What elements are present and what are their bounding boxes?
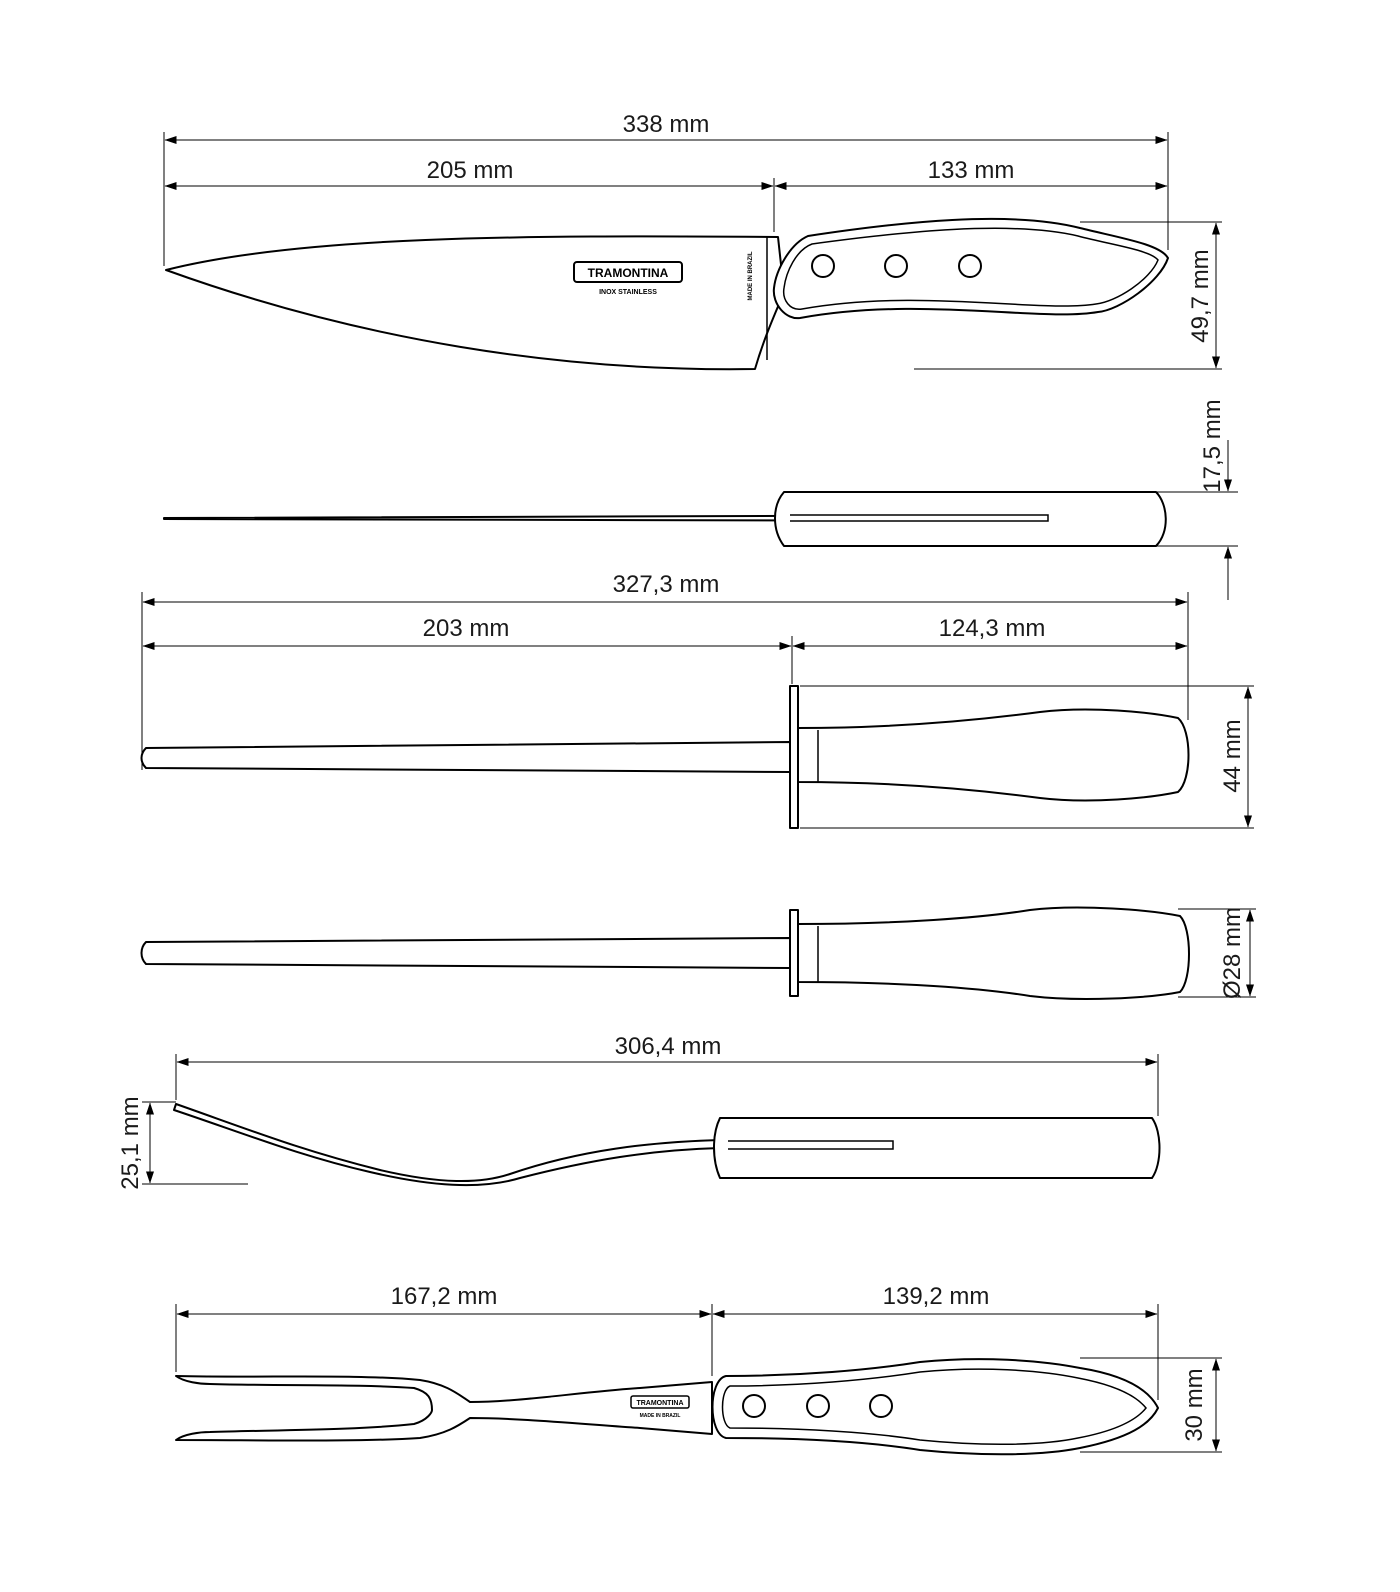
fork-brand-text: TRAMONTINA (636, 1400, 684, 1407)
label-steel-handle: 124,3 mm (938, 615, 1046, 642)
label-blade-length: 205 mm (426, 157, 514, 184)
label-knife-thickness: 17,5 mm (1199, 399, 1226, 493)
chef-knife-top-view (164, 492, 1166, 546)
carving-fork-top (176, 1359, 1158, 1454)
label-steel-height: 44 mm (1219, 719, 1246, 793)
label-fork-side-height: 25,1 mm (117, 1096, 144, 1190)
steel-guard-top (790, 910, 798, 996)
chef-knife-blade (166, 236, 784, 369)
steel-handle (798, 710, 1189, 801)
fork-brand-subtext: MADE IN BRAZIL (639, 1413, 681, 1419)
fork-rivet-1 (743, 1395, 765, 1417)
label-steel-overall: 327,3 mm (612, 571, 720, 598)
label-fork-tine-length: 167,2 mm (390, 1283, 498, 1310)
sharpening-steel-top (142, 908, 1190, 999)
brand-subtext: INOX STAINLESS (599, 289, 657, 296)
label-steel-rod: 203 mm (422, 615, 510, 642)
spine-mark: MADE IN BRAZIL (748, 251, 754, 301)
rivet-3 (959, 255, 981, 277)
label-overall-length: 338 mm (622, 111, 710, 138)
fork-handle-top (713, 1359, 1159, 1454)
steel-rod-top (142, 938, 791, 968)
label-fork-handle-length: 139,2 mm (882, 1283, 990, 1310)
label-steel-diameter: Ø28 mm (1219, 906, 1246, 1000)
sharpening-steel-side (142, 686, 1189, 828)
rivet-1 (812, 255, 834, 277)
label-fork-height: 30 mm (1181, 1368, 1208, 1442)
fork-handle-side (714, 1118, 1160, 1178)
steel-guard (790, 686, 798, 828)
chef-knife-side-view (166, 219, 1168, 369)
fork-rivet-3 (870, 1395, 892, 1417)
label-fork-overall: 306,4 mm (614, 1033, 722, 1060)
brand-logo-text: TRAMONTINA (587, 266, 669, 280)
knife-thickness-dimension (1156, 399, 1238, 600)
rivet-2 (885, 255, 907, 277)
knife-handle-top (775, 492, 1166, 546)
carving-fork-side (174, 1104, 1160, 1185)
fork-rivet-2 (807, 1395, 829, 1417)
steel-handle-top (798, 908, 1189, 999)
steel-rod (142, 742, 791, 772)
label-knife-height: 49,7 mm (1187, 249, 1214, 343)
label-handle-length: 133 mm (927, 157, 1015, 184)
